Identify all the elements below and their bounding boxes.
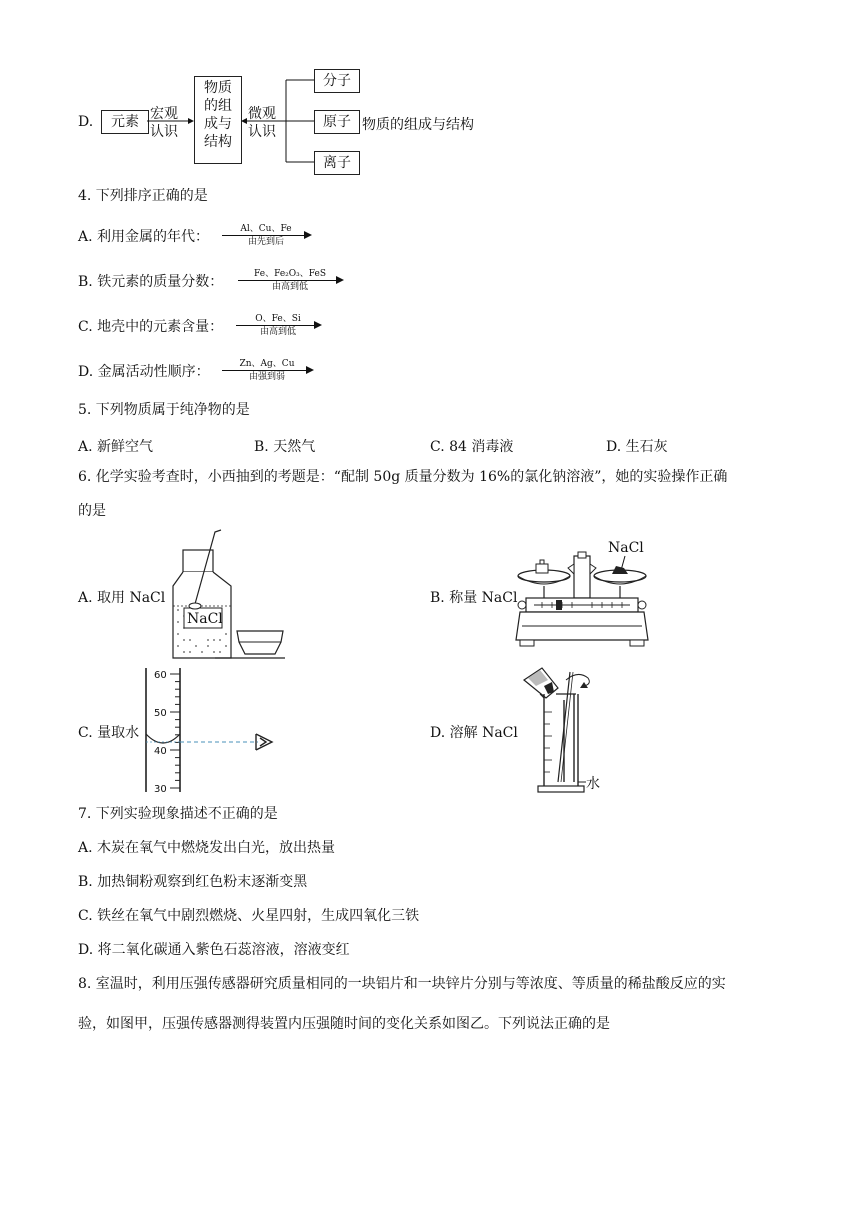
arrow-label-above: Fe、Fe₂O₃、FeS xyxy=(254,269,326,279)
q8-stem-line2: 验，如图甲，压强传感器测得装置内压强随时间的变化关系如图乙。下列说法正确的是 xyxy=(78,1016,610,1032)
q6-option-a: A. 取用 NaCl xyxy=(78,590,166,606)
tick-label: 60 xyxy=(154,670,167,681)
q6-stem-line2: 的是 xyxy=(78,503,106,519)
eye-icon xyxy=(256,734,272,750)
arrow-line xyxy=(222,235,306,236)
graduated-cylinder-illustration xyxy=(140,664,280,794)
balance-label: NaCl xyxy=(608,540,644,556)
q7-stem: 7. 下列实验现象描述不正确的是 xyxy=(78,806,278,822)
q8-stem-line1: 8. 室温时，利用压强传感器研究质量相同的一块铝片和一块锌片分别与等浓度、等质量的稀盐酸反应的实 xyxy=(78,976,726,992)
q6-option-b: B. 称量 NaCl xyxy=(430,590,518,606)
micro-label: 微观 xyxy=(248,106,276,122)
option-letter: D. xyxy=(78,114,94,130)
q5-option-c: C. 84 消毒液 xyxy=(430,439,514,455)
q7-option-c: C. 铁丝在氧气中剧烈燃烧、火星四射，生成四氧化三铁 xyxy=(78,908,420,924)
box-line: 成与 xyxy=(204,116,232,132)
water-label: 水 xyxy=(586,776,600,792)
trailing-text: 物质的组成与结构 xyxy=(362,117,474,133)
bottle-label: NaCl xyxy=(187,611,223,627)
arrow-line xyxy=(222,370,308,371)
atom-box: 原子 xyxy=(314,110,360,134)
q5-option-d: D. 生石灰 xyxy=(606,439,668,455)
q7-option-d: D. 将二氧化碳通入紫色石蕊溶液，溶液变红 xyxy=(78,942,350,958)
molecule-box: 分子 xyxy=(314,69,360,93)
dissolving-illustration xyxy=(518,664,618,800)
arrow-label-below: 由先到后 xyxy=(247,237,284,247)
box-line: 的组 xyxy=(204,98,232,114)
option-text: D. 金属活动性顺序： xyxy=(78,364,210,380)
q6-stem-line1: 6. 化学实验考查时，小西抽到的考题是：“配制 50g 质量分数为 16%的氯化钠溶液”，她的实验操作正确 xyxy=(78,469,728,485)
element-box: 元素 xyxy=(101,110,149,134)
macro-label: 宏观 xyxy=(150,106,178,122)
option-text: A. 利用金属的年代： xyxy=(78,229,210,245)
q5-option-b: B. 天然气 xyxy=(254,439,316,455)
q6-option-d: D. 溶解 NaCl xyxy=(430,725,518,741)
arrow-label-below: 由强到弱 xyxy=(248,372,285,382)
arrow-head xyxy=(241,118,247,124)
arrow-label-below: 由高到低 xyxy=(259,327,296,337)
q7-option-b: B. 加热铜粉观察到红色粉末逐渐变黑 xyxy=(78,874,308,890)
arrow-label-above: O、Fe、Si xyxy=(255,314,301,324)
option-text: C. 地壳中的元素含量： xyxy=(78,319,224,335)
arrow-label-above: Al、Cu、Fe xyxy=(240,224,292,234)
arrow-head xyxy=(188,118,194,124)
macro-label: 认识 xyxy=(150,124,178,140)
arrow-line xyxy=(238,280,338,281)
reagent-bottle-illustration xyxy=(165,528,290,663)
q4-stem: 4. 下列排序正确的是 xyxy=(78,188,208,204)
tick-label: 30 xyxy=(154,784,167,794)
q5-option-a: A. 新鲜空气 xyxy=(78,439,154,455)
box-line: 物质 xyxy=(204,80,232,96)
box-line: 结构 xyxy=(204,134,232,150)
ion-box: 离子 xyxy=(314,151,360,175)
arrow-label-above: Zn、Ag、Cu xyxy=(239,359,295,369)
option-text: B. 铁元素的质量分数： xyxy=(78,274,224,290)
balance-illustration xyxy=(512,534,662,652)
tick-label: 40 xyxy=(154,746,167,757)
q5-stem: 5. 下列物质属于纯净物的是 xyxy=(78,402,250,418)
arrow-label-below: 由高到低 xyxy=(271,282,308,292)
q7-option-a: A. 木炭在氧气中燃烧发出白光，放出热量 xyxy=(78,840,336,856)
micro-label: 认识 xyxy=(248,124,276,140)
q6-option-c: C. 量取水 xyxy=(78,725,140,741)
tick-label: 50 xyxy=(154,708,167,719)
arrow-line xyxy=(236,325,316,326)
